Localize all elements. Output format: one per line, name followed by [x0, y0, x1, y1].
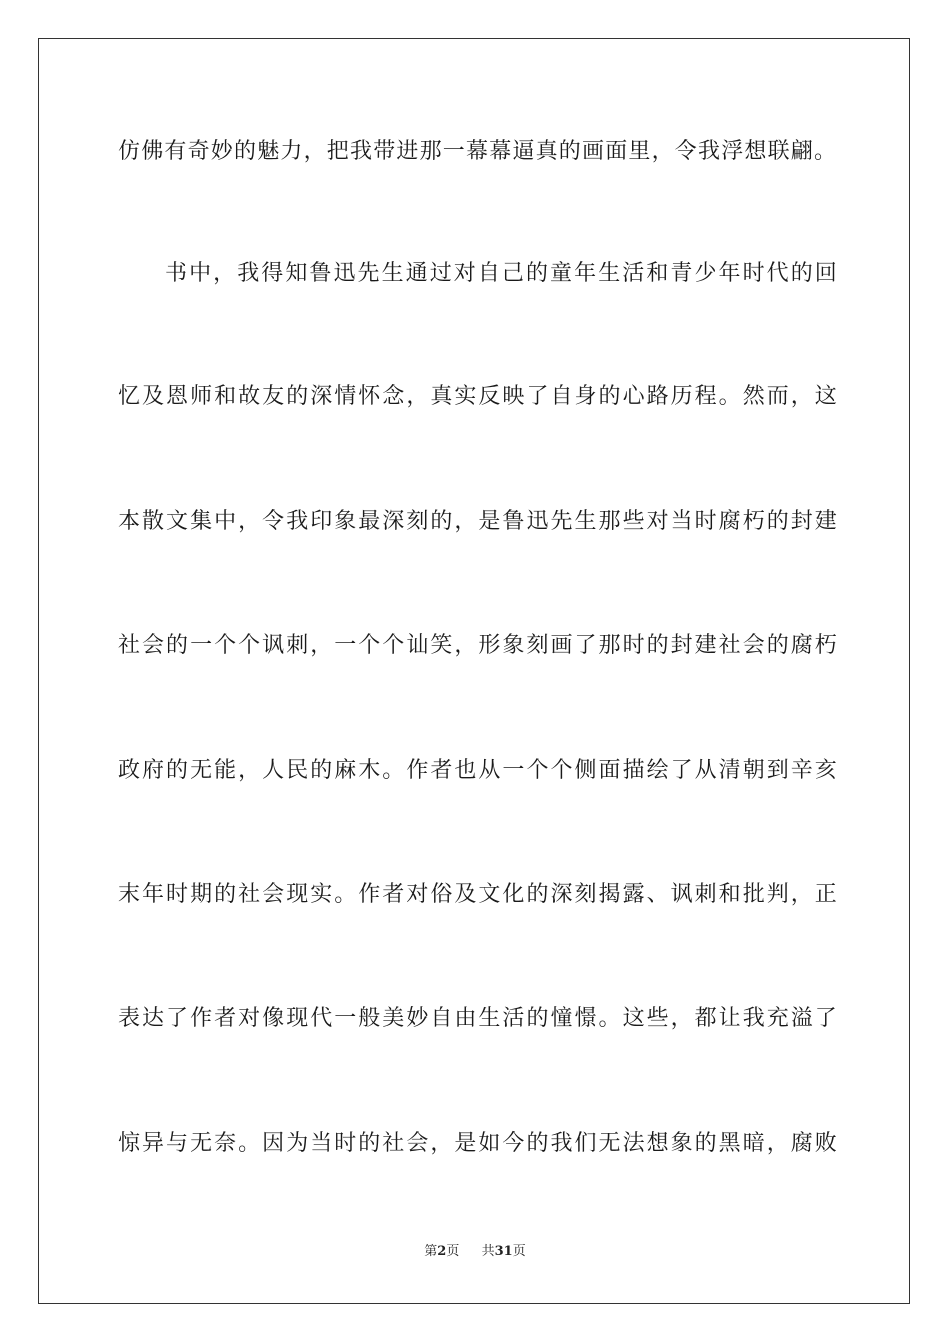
page-label-prefix: 第	[424, 1244, 438, 1259]
paragraph-line: 仿佛有奇妙的魅力，把我带进那一幕幕逼真的画面里，令我浮想联翩。	[118, 139, 838, 164]
total-pages: 31	[494, 1244, 513, 1259]
page-frame	[38, 38, 910, 1304]
paragraph-line: 惊异与无奈。因为当时的社会，是如今的我们无法想象的黑暗，腐败	[118, 1131, 838, 1156]
paragraph-line: 忆及恩师和故友的深情怀念，真实反映了自身的心路历程。然而，这	[118, 384, 838, 409]
total-label-prefix: 共	[481, 1244, 495, 1259]
page-label-suffix: 页	[446, 1244, 460, 1259]
paragraph-line: 社会的一个个讽刺，一个个讪笑，形象刻画了那时的封建社会的腐朽	[118, 633, 838, 658]
page-number: 2	[437, 1244, 447, 1259]
total-label-suffix: 页	[512, 1244, 526, 1259]
paragraph-line: 表达了作者对像现代一般美妙自由生活的憧憬。这些，都让我充溢了	[118, 1006, 838, 1031]
paragraph-line: 政府的无能，人民的麻木。作者也从一个个侧面描绘了从清朝到辛亥	[118, 758, 838, 783]
paragraph-line: 本散文集中，令我印象最深刻的，是鲁迅先生那些对当时腐朽的封建	[118, 509, 838, 534]
page-footer	[0, 1243, 950, 1261]
paragraph-line: 书中，我得知鲁迅先生通过对自己的童年生活和青少年时代的回	[165, 261, 838, 286]
paragraph-line: 末年时期的社会现实。作者对俗及文化的深刻揭露、讽刺和批判，正	[118, 882, 838, 907]
